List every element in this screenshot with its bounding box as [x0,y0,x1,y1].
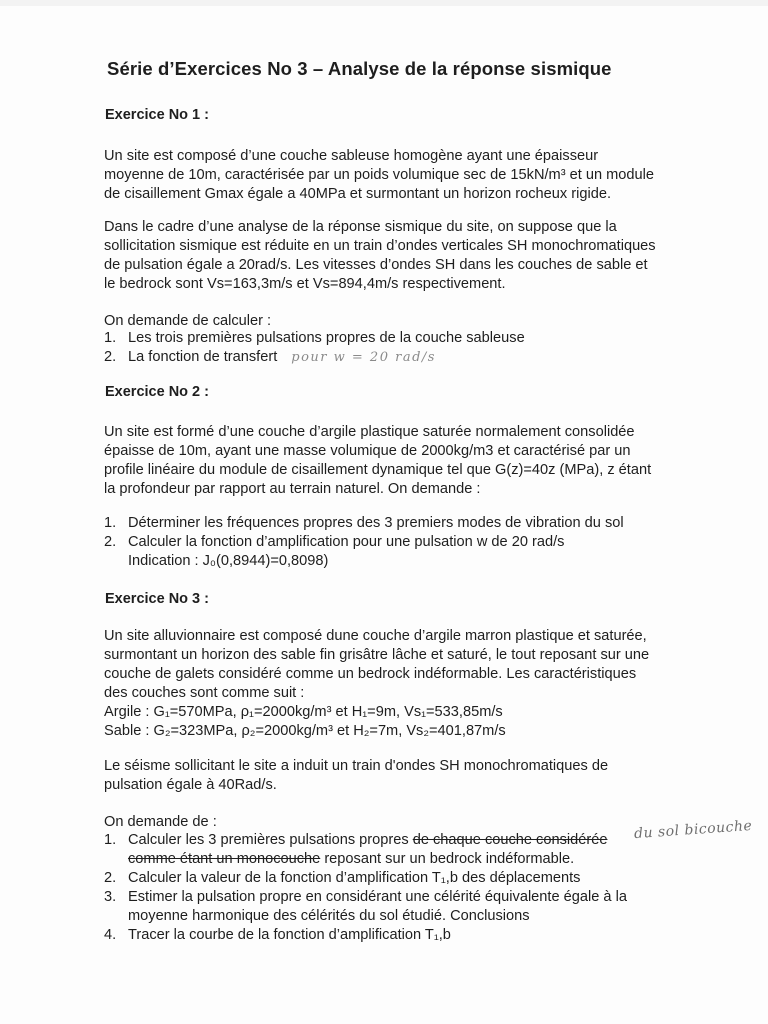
list-number: 1. [104,832,117,848]
list-item [104,926,627,945]
list-text-part: Calculer les 3 premières pulsations propres [128,832,413,848]
exercise-3-paragraph-2 [104,757,664,795]
text-line: la profondeur par rapport au terrain naturel. On demande : [104,481,481,497]
exercise-1-heading: Exercice No 1 : [105,107,209,123]
handwritten-note: pour w = 20 rad/s [291,350,436,365]
text-line: de cisaillement Gmax égale a 40MPa et surmontant un horizon rocheux rigide. [104,186,611,202]
text-line: profile linéaire du module de cisaillement dynamique tel que G(z)=40z (MPa), z étant [104,462,652,478]
list-item-continuation [104,850,627,869]
exercise-3-ask: On demande de : [104,814,217,830]
list-number: 2. [104,534,117,550]
text-line: Le séisme sollicitant le site a induit un train d'ondes SH monochromatiques de [104,758,609,774]
indication-text: Indication : J₀(0,8944)=0,8098) [128,553,329,569]
list-item [104,348,525,367]
struck-text: de chaque couche considérée [412,832,608,848]
list-text [128,831,607,850]
list-number: 1. [104,330,117,346]
text-line: pulsation égale à 40Rad/s. [104,777,277,793]
list-text: Déterminer les fréquences propres des 3 premiers modes de vibration du sol [128,515,624,531]
list-item [104,329,525,348]
exercise-3-paragraph-1 [104,627,664,741]
text-line: de pulsation égale a 20rad/s. Les vitesses d’ondes SH dans les couches de sable et [104,257,648,273]
page-title: Série d’Exercices No 3 – Analyse de la réponse sismique [107,58,612,79]
exercise-1-ask: On demande de calculer : [104,313,272,329]
text-line: sollicitation sismique est réduite en un train d’ondes verticales SH monochromatiques [104,238,656,254]
list-text: La fonction de transfert [128,349,278,365]
scan-edge [0,0,768,6]
struck-text: comme étant un monocouche [128,851,321,867]
text-line: moyenne de 10m, caractérisée par un poids volumique sec de 15kN/m³ et un module [104,167,654,183]
text-line: Un site est formé d’une couche d’argile plastique saturée normalement consolidée [104,424,635,440]
exercise-2-paragraph-1 [104,423,664,499]
list-item [104,869,627,888]
exercise-1-list [104,329,525,367]
list-number: 4. [104,927,117,943]
list-text: Tracer la courbe de la fonction d’amplification T₁,b [128,927,451,943]
list-item [104,533,624,552]
text-line: épaisse de 10m, ayant une masse volumique de 2000kg/m3 et caractérisé par un [104,443,631,459]
list-text-part: reposant sur un bedrock indéformable. [320,851,575,867]
list-number: 2. [104,870,117,886]
list-text: Estimer la pulsation propre en considérant une célérité équivalente égale à la [128,889,627,905]
list-text: Calculer la valeur de la fonction d’amplification T₁,b des déplacements [128,870,581,886]
list-item [104,514,624,533]
exercise-2-list [104,514,624,571]
list-number: 2. [104,349,117,365]
argile-properties: Argile : G₁=570MPa, ρ₁=2000kg/m³ et H₁=9m, Vs₁=533,85m/s [104,704,503,720]
exercise-2-heading: Exercice No 2 : [105,384,209,400]
text-line: Un site est composé d’une couche sableuse homogène ayant une épaisseur [104,148,599,164]
text-line: Dans le cadre d’une analyse de la réponse sismique du site, on suppose que la [104,219,617,235]
list-item [104,831,627,850]
list-number: 3. [104,889,117,905]
sable-properties: Sable : G₂=323MPa, ρ₂=2000kg/m³ et H₂=7m, Vs₂=401,87m/s [104,723,506,739]
list-number: 1. [104,515,117,531]
exercise-3-list [104,831,627,945]
list-text: Calculer la fonction d’amplification pour une pulsation w de 20 rad/s [128,534,565,550]
text-line: couche de galets considéré comme un bedrock indéformable. Les caractéristiques [104,666,637,682]
text-line: surmontant un horizon des sable fin grisâtre lâche et saturé, le tout reposant sur une [104,647,650,663]
handwritten-margin-note: du sol bicouche [633,817,753,843]
text-line: Un site alluvionnaire est composé dune couche d’argile marron plastique et saturée, [104,628,647,644]
list-item [104,888,627,907]
text-line: le bedrock sont Vs=163,3m/s et Vs=894,4m/s respectivement. [104,276,506,292]
exercise-3-heading: Exercice No 3 : [105,591,209,607]
exercise-1-paragraph-2 [104,218,664,294]
list-text: Les trois premières pulsations propres de la couche sableuse [128,330,525,346]
list-item-continuation: moyenne harmonique des célérités du sol étudié. Conclusions [128,908,530,924]
text-line: des couches sont comme suit : [104,685,305,701]
exercise-1-paragraph-1 [104,147,664,204]
